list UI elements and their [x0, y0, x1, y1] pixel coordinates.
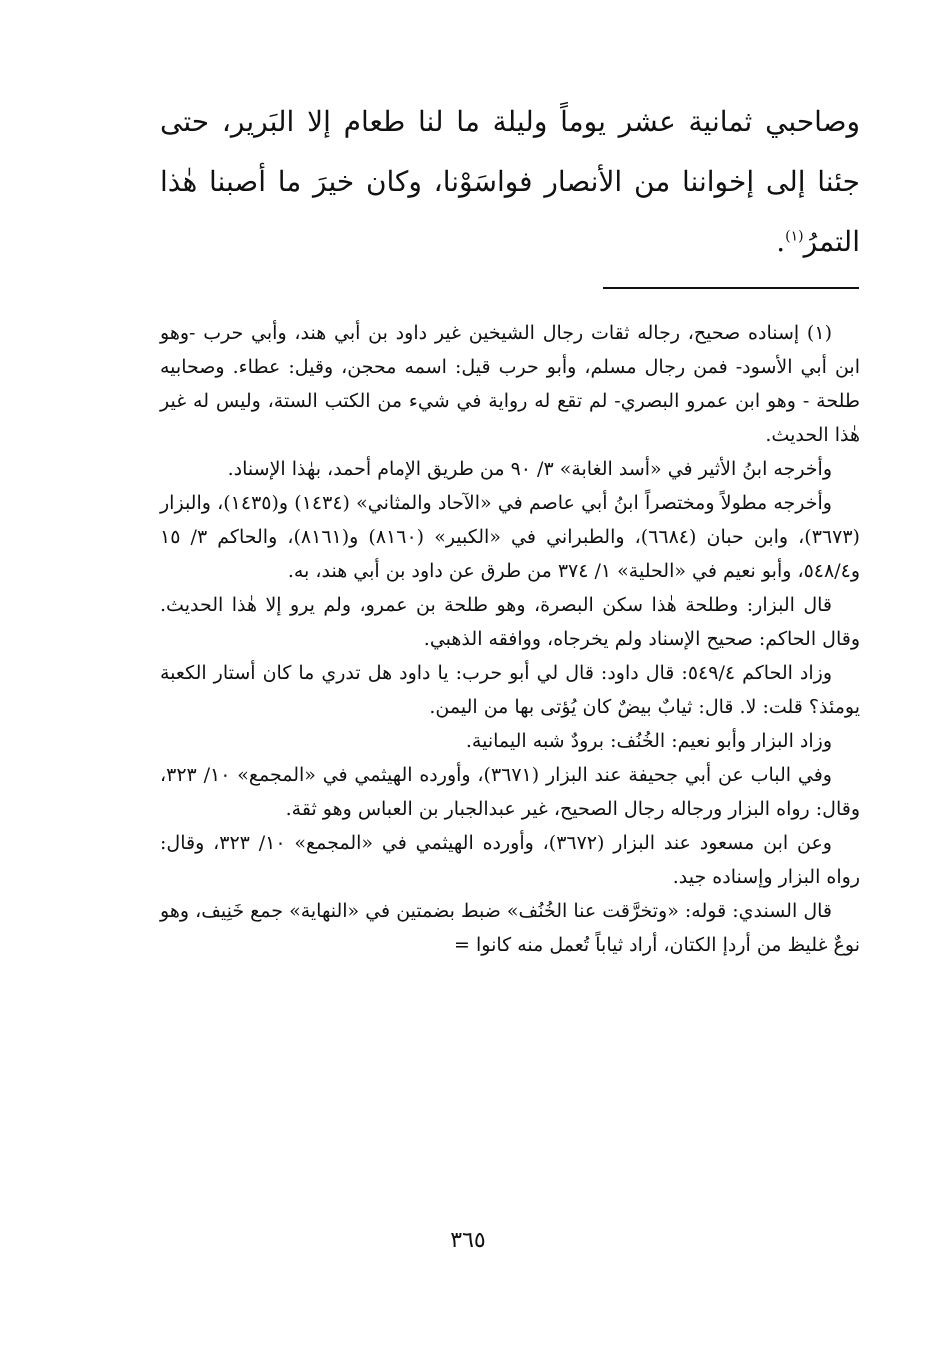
footnote-paragraph: قال البزار: وطلحة هٰذا سكن البصرة، وهو طلحة بن عمرو، ولم يرو إلا هٰذا الحديث. وقال الحاكم: صحيح الإسناد ولم يخرجاه، ووافقه الذهبي.: [160, 594, 860, 650]
main-text: [160, 92, 860, 272]
footnote-paragraph: وزاد الحاكم ٥٤٩/٤: قال داود: قال لي أبو حرب: يا داود هل تدري ما كان أستار الكعبة يومئذ؟ قلت: لا. قال: ثيابٌ بيضٌ كان يُؤتى بها من اليمن.: [160, 662, 860, 718]
footnote-paragraph: قال السندي: قوله: «وتخرَّقت عنا الخُنُف» ضبط بضمتين في «النهاية» جمع خَنِيف، وهو نوعٌ غليظ من أردإ الكتان، أراد ثياباً تُعمل منه كانوا =: [160, 900, 860, 956]
footnote-paragraph: (١) إسناده صحيح، رجاله ثقات رجال الشيخين غير داود بن أبي هند، وأبي حرب -وهو ابن أبي الأسود- فمن رجال مسلم، وأبو حرب قيل: اسمه محجن، وقيل: عطاء. وصحابيه طلحة - وهو ابن عمرو البصري- لم تقع له رواية في شيء من الكتب الستة، وليس له غير هٰذا الحديث.: [160, 322, 860, 446]
footnote-paragraph: وأخرجه ابنُ الأثير في «أسد الغابة» ٣/ ٩٠ من طريق الإمام أحمد، بهٰذا الإسناد.: [227, 458, 832, 480]
main-text-end: .: [776, 225, 786, 258]
footnote-divider: [603, 287, 859, 289]
footnote-reference[interactable]: (١): [785, 228, 804, 245]
footnote-paragraph: وفي الباب عن أبي جحيفة عند البزار (٣٦٧١)، وأورده الهيثمي في «المجمع» ١٠/ ٣٢٣، وقال: رواه البزار ورجاله رجال الصحيح، غير عبدالجبار بن العباس وهو ثقة.: [160, 764, 860, 820]
footnotes-section: [160, 316, 860, 962]
page-number: ٣٦٥: [450, 1228, 486, 1253]
footnote-paragraph: وعن ابن مسعود عند البزار (٣٦٧٢)، وأورده الهيثمي في «المجمع» ١٠/ ٣٢٣، وقال: رواه البزار وإسناده جيد.: [160, 832, 860, 888]
footnote-paragraph: وأخرجه مطولاً ومختصراً ابنُ أبي عاصم في «الآحاد والمثاني» (١٤٣٤) و(١٤٣٥)، والبزار (٣٦٧٣)، وابن حبان (٦٦٨٤)، والطبراني في «الكبير» (٨١٦٠) و(٨١٦١)، والحاكم ٣/ ١٥ و٥٤٨/٤، وأبو نعيم في «الحلية» ١/ ٣٧٤ من طرق عن داود بن أبي هند، به.: [160, 492, 860, 582]
main-text-body: وصاحبي ثمانية عشر يوماً وليلة ما لنا طعام إلا البَرير، حتى جئنا إلى إخواننا من الأنصار فواسَوْنا، وكان خيرَ ما أصبنا هٰذا التمرُ: [160, 105, 860, 258]
footnote-paragraph: وزاد البزار وأبو نعيم: الخُنُف: برودٌ شبه اليمانية.: [465, 730, 832, 752]
